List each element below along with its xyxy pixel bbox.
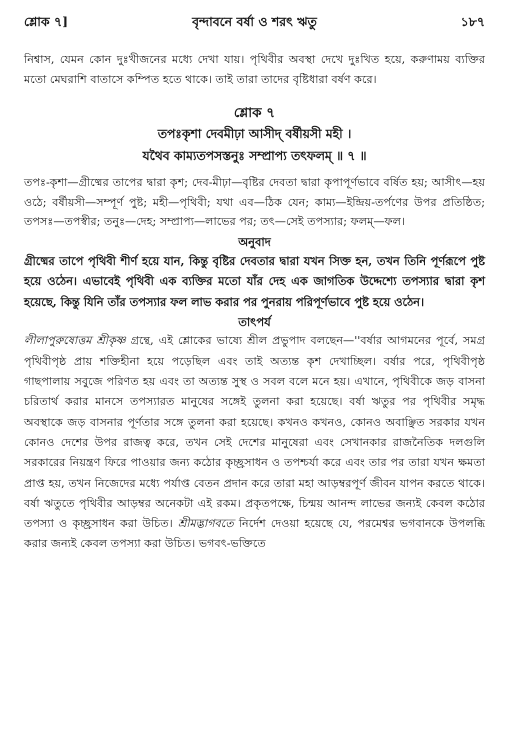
book-title-italic: শ্রীমদ্ভাগবতে xyxy=(177,517,234,531)
verse-heading: শ্লোক ৭ xyxy=(233,105,276,122)
book-title-italic: লীলাপুরুষোত্তম শ্রীকৃষ্ণ xyxy=(24,334,126,348)
translation-heading: অনুবাদ xyxy=(238,234,271,249)
running-header xyxy=(24,14,485,36)
translation-text: গ্রীষ্মের তাপে পৃথিবী শীর্ণ হয়ে যান, কিন্তু বৃষ্টির দেবতার দ্বারা যখন সিক্ত হন, তখন তিনি পূর্ণরূপে পুষ্ট হয়ে ওঠেন। এভাবেই পৃথিবী এক ব্যক্তির মতো যাঁর দেহ এক জাগতিক উদ্দেশ্যে তপস্যার দ্বারা কৃশ হয়েছে, কিন্তু যিনি তাঁর তপস্যার ফল লাভ করার পর পুনরায় পরিপূর্ণভাবে পুষ্ট হয়ে ওঠেন। xyxy=(24,253,485,309)
book-page xyxy=(24,14,485,555)
purport-text xyxy=(24,331,485,554)
page-number: ১৮৭ xyxy=(460,14,485,29)
chapter-title: বৃন্দাবনে বর্ষা ও শরৎ ঋতু xyxy=(192,14,317,29)
purport-segment: নির্দেশ দেওয়া হয়েছে যে, পরমেশ্বর ভগবানকে উপলব্ধি করার জন্যই কেবল তপস্যা করা উচিত। ভগবৎ-ভক্তিতে xyxy=(24,517,485,551)
verse-line-2: যথৈব কাম্যতপসস্তনুঃ সম্প্রাপ্য তৎফলম্ ॥ ৭ ॥ xyxy=(142,148,367,164)
purport-segment: গ্রন্থে, এই শ্লোকের ভাষ্যে শ্রীল প্রভুপাদ বলছেন—''বর্ষার আগমনের পূর্বে, সমগ্র পৃথিবীপৃষ্ঠ প্রায় শক্তিহীনা হয়ে পড়েছিল এবং তাই অত্যন্ত কৃশ দেখাচ্ছিল। বর্ষার পরে, পৃথিবীপৃষ্ঠ গাছপালায় সবুজে পরিণত হয় এবং তা অত্যন্ত সুস্থ ও সবল বলে মনে হয়। এখানে, পৃথিবীকে জড় বাসনা চরিতার্থ করার মানসে তপস্যারত মানুষের সঙ্গেই তুলনা করা হয়েছে। বর্ষা ঋতুর পর পৃথিবীর সমৃদ্ধ অবস্থাকে জড় বাসনার পূর্ণতার সঙ্গে তুলনা করা হয়েছে। কখনও কখনও, কোনও অবাঞ্ছিত সরকার যখন কোনও দেশের উপর রাজত্ব করে, তখন সেই দেশের মানুষেরা এবং সেখানকার রাজনৈতিক দলগুলি সরকারের নিয়ন্ত্রণ ফিরে পাওয়ার জন্য কঠোর কৃচ্ছ্রসাধন ও তপশ্চর্যা করে এবং তার পর তারা যখন ক্ষমতা প্রাপ্ত হয়, তখন নিজেদের মধ্যে পর্যাপ্ত বেতন প্রদান করে তারা মহা আড়ম্বরপূর্ণ জীবন যাপন করতে থাকে। বর্ষা ঋতুতে পৃথিবীর আড়ম্বর অনেকটা এই রকম। প্রকৃতপক্ষে, চিন্ময় আনন্দ লাভের জন্যই কেবল কঠোর তপস্যা ও কৃচ্ছ্রসাধন করা উচিত। xyxy=(24,334,486,531)
verse-reference: শ্লোক ৭] xyxy=(24,14,68,29)
verse-line-1: তপঃকৃশা দেবমীঢ়া আসীদ্ বর্ষীয়সী মহী । xyxy=(157,126,352,142)
purport-heading: তাৎপর্য xyxy=(238,315,271,330)
word-for-word-synonyms: তপঃ-কৃশা—গ্রীষ্মের তাপের দ্বারা কৃশ; দেব-মীঢ়া—বৃষ্টির দেবতা দ্বারা কৃপাপূর্ণভাবে বর্ষিত হয়; আসীৎ—হয় ওঠে; বর্ষীয়সী—সম্পূর্ণ পুষ্ট; মহী—পৃথিবী; যথা এব—ঠিক যেন; কাম্য—ইন্দ্রিয়-তর্পণের উপর প্রতিষ্ঠিত; তপসঃ—তপস্বীর; তনুঃ—দেহ; সম্প্রাপ্য—লাভের পর; তৎ—সেই তপস্যার; ফলম্—ফল। xyxy=(24,176,485,229)
previous-purport-continuation: নিশ্বাস, যেমন কোন দুঃখীজনের মধ্যে দেখা যায়। পৃথিবীর অবস্থা দেখে দুঃখিত হয়ে, করুণাময় ব্যক্তির মতো মেঘরাশি বাতাসে কম্পিত হতে থাকে। তাই তারা তাদের বৃষ্টিধারা বর্ষণ করে। xyxy=(24,53,485,86)
